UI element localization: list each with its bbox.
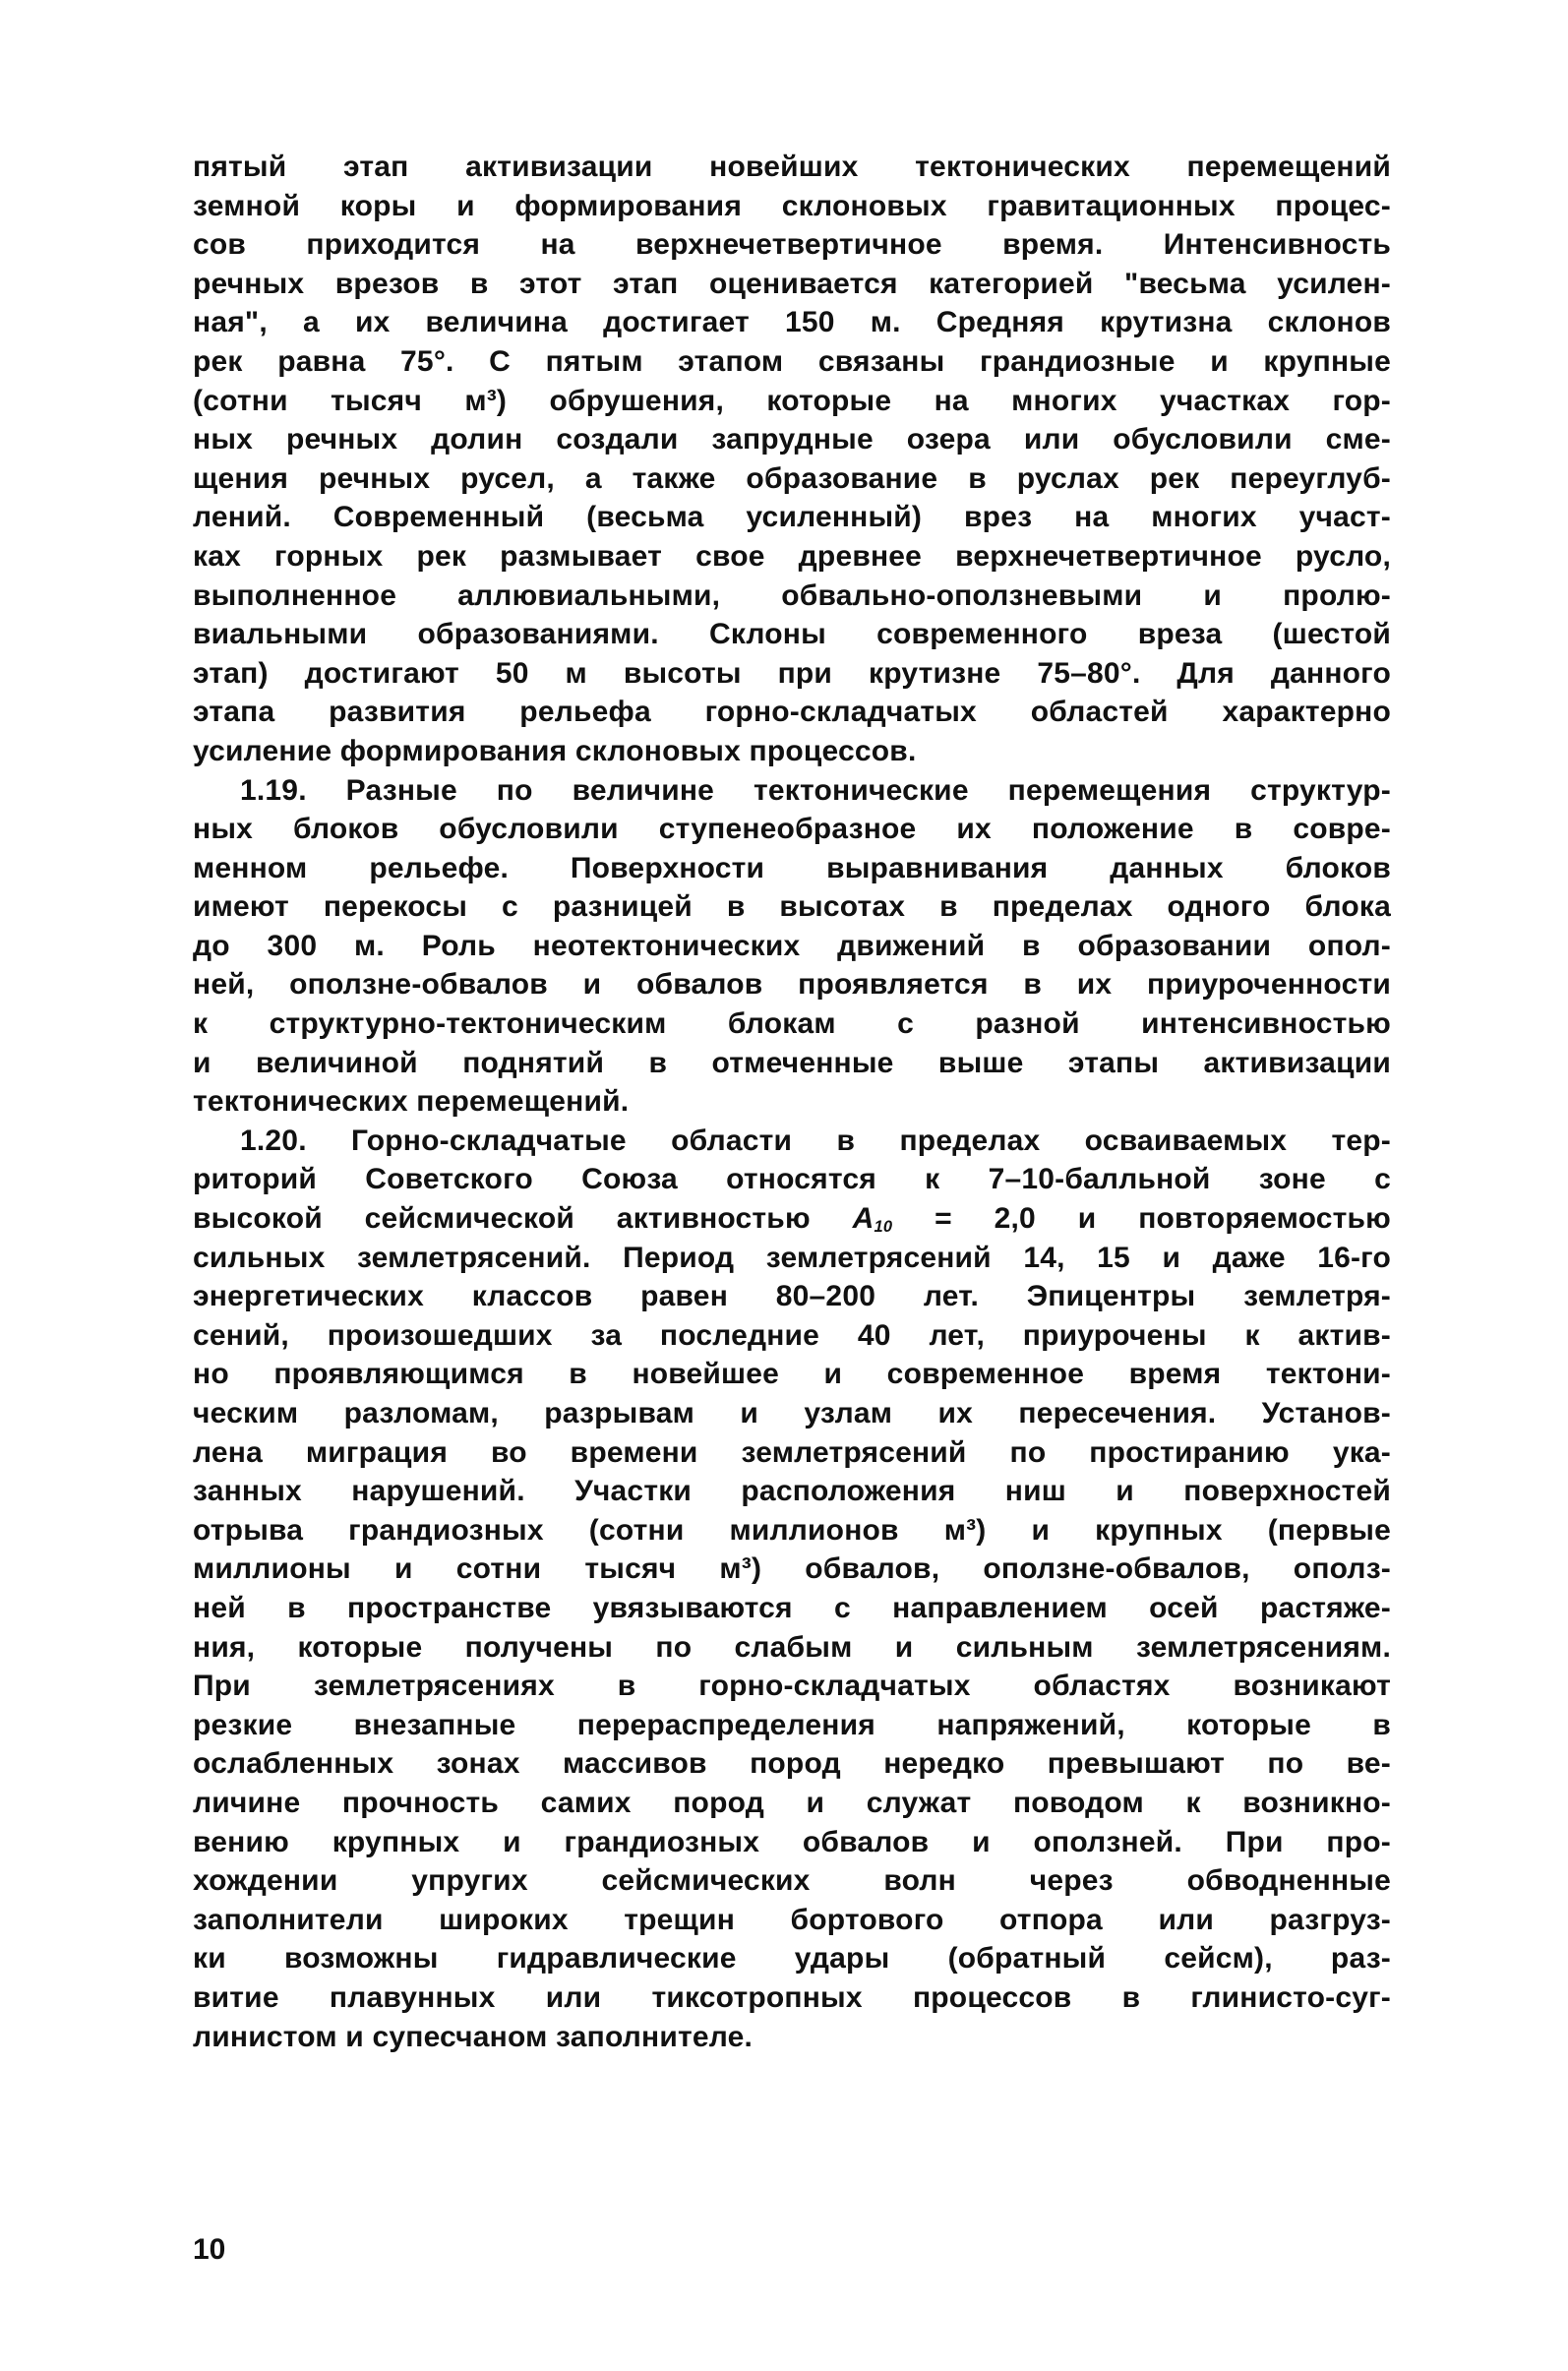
text-line: усиление формирования склоновых процессов.	[193, 734, 917, 767]
text-line: земной коры и формирования склоновых гравитационных процес-	[193, 189, 1391, 222]
text-line: речных врезов в этот этап оценивается категорией "весьма усилен-	[193, 267, 1391, 300]
text-line: резкие внезапные перераспределения напряжений, которые в	[193, 1708, 1391, 1741]
text-line: к структурно-тектоническим блокам с разной интенсивностью	[193, 1007, 1391, 1041]
text-line: При землетрясениях в горно-складчатых областях возникают	[193, 1670, 1391, 1703]
formula-subscript: 10	[874, 1218, 893, 1237]
paragraph-continuation	[193, 148, 1391, 771]
text-line: сильных землетрясений. Период землетрясений 14, 15 и даже 16-го	[193, 1241, 1391, 1274]
paragraph-1-20	[193, 1122, 1391, 2056]
text-line: ная", а их величина достигает 150 м. Средняя крутизна склонов	[193, 306, 1391, 339]
text-line-formula	[193, 1199, 1391, 1239]
body-text	[193, 148, 1391, 2056]
text-line: заполнители широких трещин бортового отпора или разгруз-	[193, 1903, 1391, 1936]
text-line: менном рельефе. Поверхности выравнивания данных блоков	[193, 851, 1391, 884]
text-line: 1.19. Разные по величине тектонические перемещения структур-	[240, 773, 1391, 807]
text-line: ния, которые получены по слабым и сильным землетрясениям.	[193, 1630, 1391, 1664]
text-line: 1.20. Горно-складчатые области в пределах осваиваемых тер-	[240, 1124, 1391, 1157]
text-line: сов приходится на верхнечетвертичное время. Интенсивность	[193, 228, 1391, 262]
text-line: энергетических классов равен 80–200 лет. Эпицентры землетря-	[193, 1280, 1391, 1313]
text-line: и величиной поднятий в отмеченные выше этапы активизации	[193, 1046, 1391, 1079]
text-line: но проявляющимся в новейшее и современное время тектони-	[193, 1358, 1391, 1391]
text-line: пятый этап активизации новейших тектонических перемещений	[193, 151, 1391, 183]
text-line: витие плавунных или тиксотропных процессов в глинисто-суг-	[193, 1980, 1391, 2014]
text-line: сений, произошедших за последние 40 лет, приурочены к актив-	[193, 1318, 1391, 1352]
text-line: ных блоков обусловили ступенеобразное их положение в совре-	[193, 813, 1391, 846]
text-line: тектонических перемещений.	[193, 1085, 630, 1119]
text-line: отрыва грандиозных (сотни миллионов м³) и крупных (первые	[193, 1513, 1391, 1547]
page-number: 10	[193, 2233, 226, 2266]
text-line: щения речных русел, а также образование в руслах рек переуглуб-	[193, 461, 1391, 495]
text-line: хождении упругих сейсмических волн через обводненные	[193, 1864, 1391, 1898]
paragraph-1-19	[193, 771, 1391, 1122]
text-line: этап) достигают 50 м высоты при крутизне 75–80°. Для данного	[193, 656, 1391, 690]
text-line: миллионы и сотни тысяч м³) обвалов, оползне-обвалов, ополз-	[193, 1552, 1391, 1586]
text-line: (сотни тысяч м³) обрушения, которые на многих участках гор-	[193, 384, 1391, 417]
formula-symbol: $A_{10}$	[852, 1202, 893, 1237]
text-fragment: высокой сейсмической активностью	[193, 1202, 811, 1236]
text-line: ослабленных зонах массивов пород нередко превышают по ве-	[193, 1747, 1391, 1781]
text-line: выполненное аллювиальными, обвально-оползневыми и пролю-	[193, 578, 1391, 612]
text-line: этапа развития рельефа горно-складчатых областей характерно	[193, 696, 1391, 729]
text-line: ках горных рек размывает свое древнее верхнечетвертичное русло,	[193, 539, 1391, 573]
text-line: до 300 м. Роль неотектонических движений в образовании опол-	[193, 929, 1391, 962]
text-line: рек равна 75°. С пятым этапом связаны грандиозные и крупные	[193, 344, 1391, 378]
text-line: ных речных долин создали запрудные озера или обусловили сме-	[193, 423, 1391, 456]
text-line: ческим разломам, разрывам и узлам их пересечения. Установ-	[193, 1397, 1391, 1429]
text-line: личине прочность самих пород и служат поводом к возникно-	[193, 1786, 1391, 1819]
text-fragment: = 2,0 и повторяемостью	[935, 1202, 1392, 1236]
text-line: виальными образованиями. Склоны современного вреза (шестой	[193, 618, 1391, 651]
text-line: линистом и супесчаном заполнителе.	[193, 2020, 754, 2053]
text-line: риторий Советского Союза относятся к 7–10-балльной зоне с	[193, 1163, 1391, 1196]
text-line: занных нарушений. Участки расположения ниш и поверхностей	[193, 1475, 1391, 1508]
text-line: ней в пространстве увязываются с направлением осей растяже-	[193, 1591, 1391, 1624]
text-line: ней, оползне-обвалов и обвалов проявляется в их приуроченности	[193, 968, 1391, 1002]
text-line: лений. Современный (весьма усиленный) врез на многих участ-	[193, 501, 1391, 534]
text-line: ки возможны гидравлические удары (обратный сейсм), раз-	[193, 1942, 1391, 1976]
text-line: вению крупных и грандиозных обвалов и оползней. При про-	[193, 1825, 1391, 1858]
text-line: имеют перекосы с разницей в высотах в пределах одного блока	[193, 890, 1391, 924]
text-line: лена миграция во времени землетрясений по простиранию ука-	[193, 1435, 1391, 1469]
